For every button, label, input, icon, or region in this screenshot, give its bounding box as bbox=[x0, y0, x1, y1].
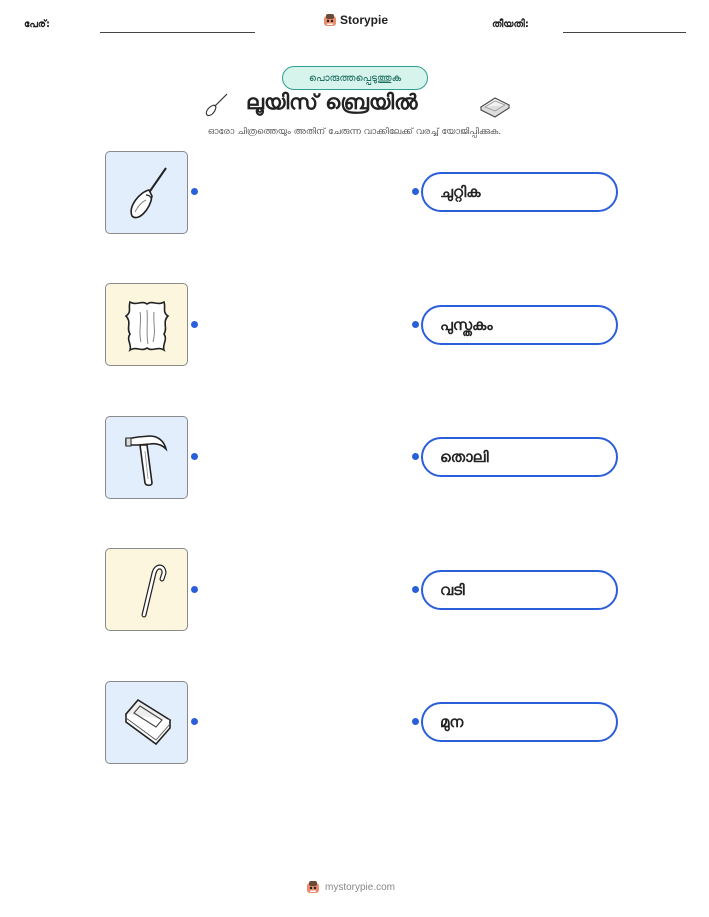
activity-badge: പൊരുത്തപ്പെടുത്തുക bbox=[282, 66, 428, 90]
word-box-2[interactable]: പുസ്തകം bbox=[421, 305, 618, 345]
storypie-logo-icon bbox=[323, 13, 337, 27]
brand-logo bbox=[323, 13, 388, 27]
word-dot-4[interactable] bbox=[412, 586, 419, 593]
picture-dot-1[interactable] bbox=[191, 188, 198, 195]
cane-icon bbox=[116, 559, 178, 621]
leather-hide-icon bbox=[116, 294, 178, 356]
word-box-1[interactable]: ചുറ്റിക bbox=[421, 172, 618, 212]
footer-url[interactable]: mystorypie.com bbox=[325, 881, 396, 893]
word-dot-3[interactable] bbox=[412, 453, 419, 460]
word-dot-2[interactable] bbox=[412, 321, 419, 328]
picture-dot-5[interactable] bbox=[191, 718, 198, 725]
awl-title-icon bbox=[203, 92, 229, 118]
picture-dot-4[interactable] bbox=[191, 586, 198, 593]
awl-icon bbox=[116, 162, 178, 224]
picture-card-book bbox=[105, 681, 188, 764]
footer-logo-icon bbox=[306, 880, 320, 894]
book-title-icon bbox=[478, 93, 512, 119]
picture-dot-2[interactable] bbox=[191, 321, 198, 328]
name-line[interactable] bbox=[100, 32, 255, 33]
page-title: ലൂയിസ് ബ്രെയിൽ bbox=[246, 90, 418, 114]
name-label: പേര്: bbox=[24, 19, 50, 30]
picture-card-hide bbox=[105, 283, 188, 366]
picture-dot-3[interactable] bbox=[191, 453, 198, 460]
word-dot-5[interactable] bbox=[412, 718, 419, 725]
brand-name: Storypie bbox=[340, 13, 389, 27]
word-box-3[interactable]: തൊലി bbox=[421, 437, 618, 477]
instruction-text: ഓരോ ചിത്രത്തെയും അതിന് ചേരുന്ന വാക്കിലേക്ക് വരച്ച് യോജിപ്പിക്കുക. bbox=[207, 127, 502, 137]
book-icon bbox=[116, 692, 178, 754]
hammer-icon bbox=[116, 427, 178, 489]
footer bbox=[306, 880, 395, 894]
word-dot-1[interactable] bbox=[412, 188, 419, 195]
picture-card-cane bbox=[105, 548, 188, 631]
word-box-5[interactable]: മുന bbox=[421, 702, 618, 742]
word-box-4[interactable]: വടി bbox=[421, 570, 618, 610]
picture-card-hammer bbox=[105, 416, 188, 499]
date-label: തീയതി: bbox=[492, 19, 529, 30]
date-line[interactable] bbox=[563, 32, 686, 33]
picture-card-awl bbox=[105, 151, 188, 234]
